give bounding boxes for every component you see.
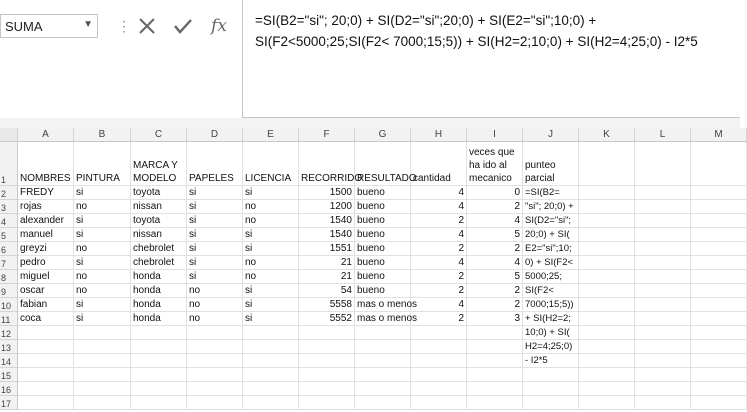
cell-k14[interactable]: [579, 354, 635, 368]
cell-b11[interactable]: si: [74, 312, 131, 326]
cell-j-overflow-line: H2=4;25;0): [525, 341, 573, 352]
col-header-l[interactable]: L: [635, 128, 691, 142]
cell-g2[interactable]: bueno: [355, 186, 411, 200]
cell-h11[interactable]: 2: [411, 312, 467, 326]
cell-m3[interactable]: [691, 200, 747, 214]
cell-j-overflow-line: - I2*5: [525, 355, 548, 366]
col-header-j[interactable]: J: [523, 128, 579, 142]
cell-g1[interactable]: RESULTADO: [355, 142, 411, 186]
cell-a16[interactable]: [18, 382, 74, 396]
cell-a9[interactable]: oscar: [18, 284, 74, 298]
cell-e14[interactable]: [243, 354, 299, 368]
cell-l9[interactable]: [635, 284, 691, 298]
cell-h16[interactable]: [411, 382, 467, 396]
cell-g9[interactable]: bueno: [355, 284, 411, 298]
cell-e6[interactable]: si: [243, 242, 299, 256]
row-header-4[interactable]: 4: [0, 214, 18, 228]
cell-e8[interactable]: no: [243, 270, 299, 284]
enter-button[interactable]: [168, 12, 198, 40]
cell-i8[interactable]: 5: [467, 270, 523, 284]
cell-l15[interactable]: [635, 368, 691, 382]
cell-d9[interactable]: no: [187, 284, 243, 298]
cell-k13[interactable]: [579, 340, 635, 354]
cell-h3[interactable]: 4: [411, 200, 467, 214]
x-icon: [138, 17, 156, 35]
cell-c11[interactable]: honda: [131, 312, 187, 326]
cell-l6[interactable]: [635, 242, 691, 256]
cell-c9[interactable]: honda: [131, 284, 187, 298]
cell-f9[interactable]: 54: [299, 284, 355, 298]
insert-function-button[interactable]: [204, 12, 234, 40]
header-text: veces que: [469, 147, 515, 158]
cell-c1[interactable]: [131, 142, 187, 186]
row-header-2[interactable]: 2: [0, 186, 18, 200]
header-text: parcial: [525, 173, 555, 184]
cell-g17[interactable]: [355, 396, 411, 410]
cell-f16[interactable]: [299, 382, 355, 396]
cell-k8[interactable]: [579, 270, 635, 284]
cell-m15[interactable]: [691, 368, 747, 382]
cell-g4[interactable]: bueno: [355, 214, 411, 228]
cell-g16[interactable]: [355, 382, 411, 396]
cell-h15[interactable]: [411, 368, 467, 382]
cell-c16[interactable]: [131, 382, 187, 396]
cell-i2[interactable]: 0: [467, 186, 523, 200]
cell-e5[interactable]: si: [243, 228, 299, 242]
cell-k16[interactable]: [579, 382, 635, 396]
cell-m12[interactable]: [691, 326, 747, 340]
cell-c6[interactable]: chebrolet: [131, 242, 187, 256]
cell-b9[interactable]: no: [74, 284, 131, 298]
cell-m5[interactable]: [691, 228, 747, 242]
cell-i10[interactable]: 2: [467, 298, 523, 312]
cell-f4[interactable]: 1540: [299, 214, 355, 228]
cell-i3[interactable]: 2: [467, 200, 523, 214]
cell-l1[interactable]: [635, 142, 691, 186]
cell-j-overflow-line: SI(D2="si";: [525, 215, 572, 226]
cell-f5[interactable]: 1540: [299, 228, 355, 242]
cell-l7[interactable]: [635, 256, 691, 270]
cell-l3[interactable]: [635, 200, 691, 214]
cell-d15[interactable]: [187, 368, 243, 382]
cell-l14[interactable]: [635, 354, 691, 368]
col-header-h[interactable]: H: [411, 128, 467, 142]
cell-m7[interactable]: [691, 256, 747, 270]
cell-c10[interactable]: honda: [131, 298, 187, 312]
header-text: ha ido al: [469, 160, 507, 171]
cell-a1[interactable]: NOMBRES: [18, 142, 74, 186]
name-box[interactable]: [0, 14, 98, 38]
cell-f14[interactable]: [299, 354, 355, 368]
cell-j-overflow-line: + SI(H2=2;: [525, 313, 571, 324]
cell-c17[interactable]: [131, 396, 187, 410]
cell-l13[interactable]: [635, 340, 691, 354]
cell-g8[interactable]: bueno: [355, 270, 411, 284]
header-text: punteo: [525, 160, 556, 171]
cell-d4[interactable]: si: [187, 214, 243, 228]
cell-b10[interactable]: si: [74, 298, 131, 312]
cell-b8[interactable]: no: [74, 270, 131, 284]
cell-c8[interactable]: honda: [131, 270, 187, 284]
row-header-16[interactable]: 16: [0, 382, 18, 396]
cell-d13[interactable]: [187, 340, 243, 354]
cell-k10[interactable]: [579, 298, 635, 312]
cell-e7[interactable]: no: [243, 256, 299, 270]
col-header-b[interactable]: B: [74, 128, 131, 142]
cell-d10[interactable]: no: [187, 298, 243, 312]
header-text: mecanico: [469, 173, 512, 184]
cell-h8[interactable]: 2: [411, 270, 467, 284]
cell-i6[interactable]: 2: [467, 242, 523, 256]
col-header-m[interactable]: M: [691, 128, 747, 142]
cell-m1[interactable]: [691, 142, 747, 186]
col-header-a[interactable]: A: [18, 128, 74, 142]
cell-l12[interactable]: [635, 326, 691, 340]
cell-i5[interactable]: 5: [467, 228, 523, 242]
cell-e10[interactable]: si: [243, 298, 299, 312]
cell-a12[interactable]: [18, 326, 74, 340]
cell-f6[interactable]: 1551: [299, 242, 355, 256]
cell-j-overflow-line: 10;0) + SI(: [525, 327, 570, 338]
cell-m4[interactable]: [691, 214, 747, 228]
check-icon: [173, 17, 193, 35]
cell-k15[interactable]: [579, 368, 635, 382]
row-header-11[interactable]: 11: [0, 312, 18, 326]
cell-f2[interactable]: 1500: [299, 186, 355, 200]
cell-a11[interactable]: coca: [18, 312, 74, 326]
cell-f17[interactable]: [299, 396, 355, 410]
col-header-k[interactable]: K: [579, 128, 635, 142]
cell-b12[interactable]: [74, 326, 131, 340]
cell-a10[interactable]: fabian: [18, 298, 74, 312]
cell-f12[interactable]: [299, 326, 355, 340]
cell-h6[interactable]: 2: [411, 242, 467, 256]
cell-g11[interactable]: mas o menos: [357, 313, 418, 324]
cell-b6[interactable]: no: [74, 242, 131, 256]
row-header-8[interactable]: 8: [0, 270, 18, 284]
cell-f8[interactable]: 21: [299, 270, 355, 284]
cell-m10[interactable]: [691, 298, 747, 312]
cell-i13[interactable]: [467, 340, 523, 354]
row-header-13[interactable]: 13: [0, 340, 18, 354]
cell-l4[interactable]: [635, 214, 691, 228]
cell-d12[interactable]: [187, 326, 243, 340]
cell-e15[interactable]: [243, 368, 299, 382]
col-header-d[interactable]: D: [187, 128, 243, 142]
col-header-f[interactable]: F: [299, 128, 355, 142]
cell-g6[interactable]: bueno: [355, 242, 411, 256]
cancel-button[interactable]: [132, 12, 162, 40]
cell-d2[interactable]: si: [187, 186, 243, 200]
row-header-17[interactable]: 17: [0, 396, 18, 410]
cell-b15[interactable]: [74, 368, 131, 382]
cell-f7[interactable]: 21: [299, 256, 355, 270]
cell-b7[interactable]: si: [74, 256, 131, 270]
cell-i9[interactable]: 2: [467, 284, 523, 298]
cell-a2[interactable]: FREDY: [18, 186, 74, 200]
row-header-12[interactable]: 12: [0, 326, 18, 340]
cell-h2[interactable]: 4: [411, 186, 467, 200]
cell-f3[interactable]: 1200: [299, 200, 355, 214]
cell-d8[interactable]: si: [187, 270, 243, 284]
cell-b1[interactable]: PINTURA: [74, 142, 131, 186]
cell-j-overflow-line: 0) + SI(F2<: [525, 257, 574, 268]
cell-m13[interactable]: [691, 340, 747, 354]
cell-c15[interactable]: [131, 368, 187, 382]
formula-bar-grip: ⋮: [117, 18, 131, 34]
cell-b2[interactable]: si: [74, 186, 131, 200]
cell-e12[interactable]: [243, 326, 299, 340]
cell-c2[interactable]: toyota: [131, 186, 187, 200]
cell-m14[interactable]: [691, 354, 747, 368]
cell-j-overflow-line: 20;0) + SI(: [525, 229, 570, 240]
cell-l8[interactable]: [635, 270, 691, 284]
cell-l2[interactable]: [635, 186, 691, 200]
cell-h7[interactable]: 4: [411, 256, 467, 270]
cell-m9[interactable]: [691, 284, 747, 298]
cell-a13[interactable]: [18, 340, 74, 354]
cell-e16[interactable]: [243, 382, 299, 396]
cell-i4[interactable]: 4: [467, 214, 523, 228]
cell-l5[interactable]: [635, 228, 691, 242]
cell-g13[interactable]: [355, 340, 411, 354]
cell-i1[interactable]: [467, 142, 523, 186]
cell-h9[interactable]: 2: [411, 284, 467, 298]
cell-j15[interactable]: [523, 368, 579, 382]
cell-g5[interactable]: bueno: [355, 228, 411, 242]
cell-j-overflow-line: 5000;25;: [525, 271, 562, 282]
cell-k11[interactable]: [579, 312, 635, 326]
cell-e13[interactable]: [243, 340, 299, 354]
cell-c7[interactable]: chebrolet: [131, 256, 187, 270]
cell-d5[interactable]: si: [187, 228, 243, 242]
formula-text: =SI(B2="si"; 20;0) + SI(D2="si";20;0) + SI(E2="si";10;0) + SI(F2<5000;25;SI(F2< 7000;15;5)) + SI(H2=2;10;0) + SI(H2=4;25;0) - I2*5: [255, 13, 698, 49]
cell-k12[interactable]: [579, 326, 635, 340]
chevron-down-icon[interactable]: ▼: [83, 19, 93, 30]
col-header-e[interactable]: E: [243, 128, 299, 142]
cell-f13[interactable]: [299, 340, 355, 354]
select-all-corner[interactable]: [0, 128, 18, 142]
cell-m2[interactable]: [691, 186, 747, 200]
cell-g12[interactable]: [355, 326, 411, 340]
cell-h1[interactable]: cantidad: [411, 142, 467, 186]
row-header-3[interactable]: 3: [0, 200, 18, 214]
col-header-c[interactable]: C: [131, 128, 187, 142]
cell-b13[interactable]: [74, 340, 131, 354]
cell-e17[interactable]: [243, 396, 299, 410]
cell-j17[interactable]: [523, 396, 579, 410]
cell-e1[interactable]: LICENCIA: [243, 142, 299, 186]
cell-d14[interactable]: [187, 354, 243, 368]
cell-h5[interactable]: 4: [411, 228, 467, 242]
cell-d17[interactable]: [187, 396, 243, 410]
cell-i12[interactable]: [467, 326, 523, 340]
row-header-6[interactable]: 6: [0, 242, 18, 256]
row-header-1[interactable]: 1: [0, 142, 18, 186]
cell-i17[interactable]: [467, 396, 523, 410]
cell-i7[interactable]: 4: [467, 256, 523, 270]
cell-i11[interactable]: 3: [467, 312, 523, 326]
cell-g10[interactable]: mas o menos: [357, 299, 418, 310]
cell-m6[interactable]: [691, 242, 747, 256]
cell-i14[interactable]: [467, 354, 523, 368]
formula-input[interactable]: [242, 0, 740, 118]
cell-k6[interactable]: [579, 242, 635, 256]
cell-i15[interactable]: [467, 368, 523, 382]
fx-icon: fx: [211, 16, 227, 36]
cell-d7[interactable]: si: [187, 256, 243, 270]
cell-g7[interactable]: bueno: [355, 256, 411, 270]
header-text: MODELO: [133, 173, 177, 184]
col-header-i[interactable]: I: [467, 128, 523, 142]
cell-m16[interactable]: [691, 382, 747, 396]
cell-l11[interactable]: [635, 312, 691, 326]
cell-k2[interactable]: [579, 186, 635, 200]
name-box-value: SUMA: [5, 18, 43, 34]
cell-a4[interactable]: alexander: [18, 214, 74, 228]
cell-h10[interactable]: 4: [411, 298, 467, 312]
cell-b4[interactable]: si: [74, 214, 131, 228]
cell-d16[interactable]: [187, 382, 243, 396]
cell-h12[interactable]: [411, 326, 467, 340]
cell-j-overflow-line: E2="si";10;: [525, 243, 572, 254]
cell-l10[interactable]: [635, 298, 691, 312]
cell-j1[interactable]: [523, 142, 579, 186]
cell-e11[interactable]: si: [243, 312, 299, 326]
cell-h13[interactable]: [411, 340, 467, 354]
cell-k5[interactable]: [579, 228, 635, 242]
cell-a7[interactable]: pedro: [18, 256, 74, 270]
cell-l16[interactable]: [635, 382, 691, 396]
cell-k4[interactable]: [579, 214, 635, 228]
cell-m11[interactable]: [691, 312, 747, 326]
cell-a8[interactable]: miguel: [18, 270, 74, 284]
cell-e2[interactable]: si: [243, 186, 299, 200]
row-header-7[interactable]: 7: [0, 256, 18, 270]
cell-j-overflow-line: =SI(B2=: [525, 187, 560, 198]
cell-h14[interactable]: [411, 354, 467, 368]
cell-i16[interactable]: [467, 382, 523, 396]
cell-d6[interactable]: si: [187, 242, 243, 256]
cell-l17[interactable]: [635, 396, 691, 410]
cell-a6[interactable]: greyzi: [18, 242, 74, 256]
cell-g15[interactable]: [355, 368, 411, 382]
row-header-5[interactable]: 5: [0, 228, 18, 242]
cell-c3[interactable]: nissan: [131, 200, 187, 214]
cell-d11[interactable]: no: [187, 312, 243, 326]
cell-j-overflow-line: 7000;15;5)): [525, 299, 574, 310]
cell-a14[interactable]: [18, 354, 74, 368]
cell-a15[interactable]: [18, 368, 74, 382]
cell-c5[interactable]: nissan: [131, 228, 187, 242]
header-text: MARCA Y: [133, 160, 178, 171]
cell-g3[interactable]: bueno: [355, 200, 411, 214]
cell-m8[interactable]: [691, 270, 747, 284]
cell-b14[interactable]: [74, 354, 131, 368]
cell-c14[interactable]: [131, 354, 187, 368]
cell-a3[interactable]: rojas: [18, 200, 74, 214]
cell-c12[interactable]: [131, 326, 187, 340]
cell-b16[interactable]: [74, 382, 131, 396]
cell-e4[interactable]: no: [243, 214, 299, 228]
cell-e9[interactable]: si: [243, 284, 299, 298]
cell-c13[interactable]: [131, 340, 187, 354]
row-header-9[interactable]: 9: [0, 284, 18, 298]
cell-e3[interactable]: no: [243, 200, 299, 214]
cell-f11[interactable]: 5552: [299, 312, 355, 326]
cell-f15[interactable]: [299, 368, 355, 382]
cell-k7[interactable]: [579, 256, 635, 270]
cell-b3[interactable]: no: [74, 200, 131, 214]
cell-f10[interactable]: 5558: [299, 298, 355, 312]
row-header-15[interactable]: 15: [0, 368, 18, 382]
cell-k9[interactable]: [579, 284, 635, 298]
cell-g14[interactable]: [355, 354, 411, 368]
col-header-g[interactable]: G: [355, 128, 411, 142]
row-header-14[interactable]: 14: [0, 354, 18, 368]
cell-m17[interactable]: [691, 396, 747, 410]
cell-d1[interactable]: PAPELES: [187, 142, 243, 186]
cell-j-overflow-line: SI(F2<: [525, 285, 554, 296]
cell-a5[interactable]: manuel: [18, 228, 74, 242]
row-header-10[interactable]: 10: [0, 298, 18, 312]
cell-b5[interactable]: si: [74, 228, 131, 242]
cell-j16[interactable]: [523, 382, 579, 396]
cell-f1[interactable]: RECORRIDO: [299, 142, 355, 186]
cell-b17[interactable]: [74, 396, 131, 410]
cell-d3[interactable]: si: [187, 200, 243, 214]
cell-c4[interactable]: toyota: [131, 214, 187, 228]
cell-k1[interactable]: [579, 142, 635, 186]
cell-a17[interactable]: [18, 396, 74, 410]
cell-k3[interactable]: [579, 200, 635, 214]
cell-j-overflow-line: "si"; 20;0) +: [525, 201, 574, 212]
cell-k17[interactable]: [579, 396, 635, 410]
cell-h4[interactable]: 2: [411, 214, 467, 228]
cell-h17[interactable]: [411, 396, 467, 410]
